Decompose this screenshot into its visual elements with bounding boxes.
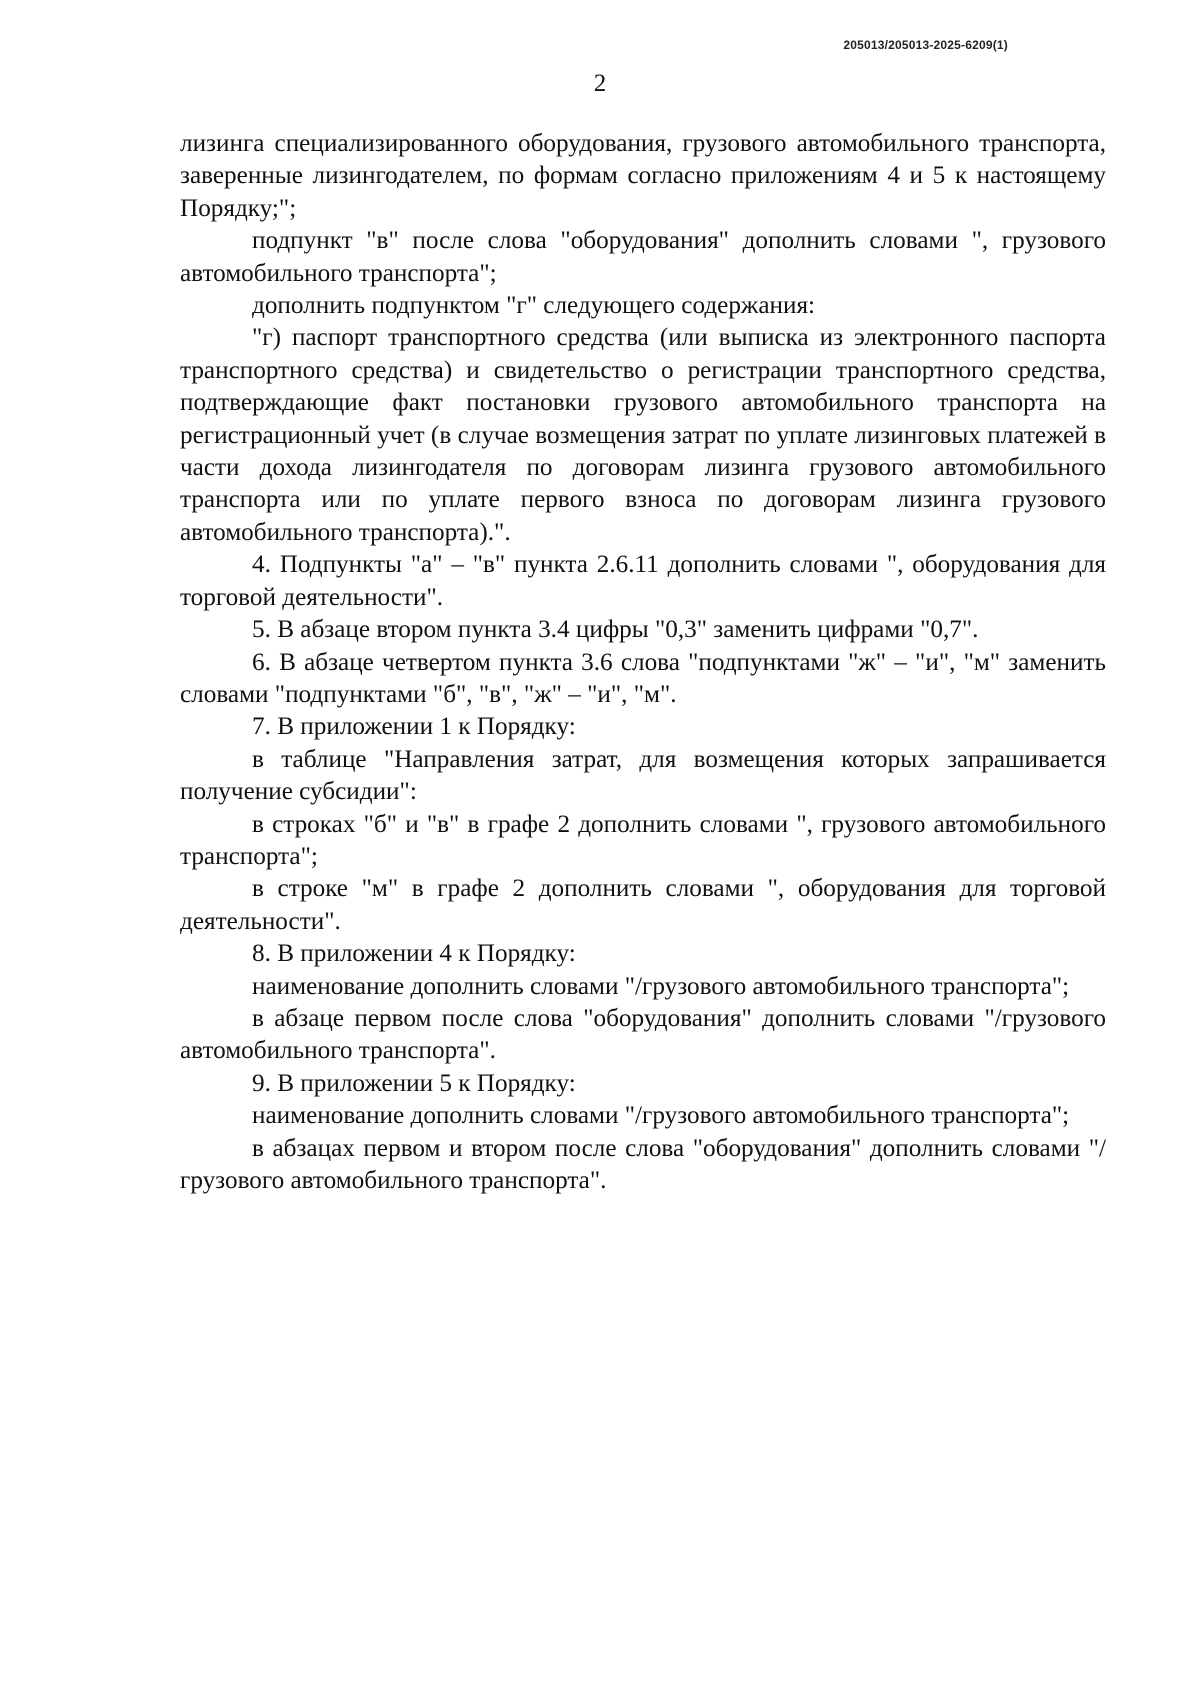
paragraph-16: наименование дополнить словами "/грузового автомобильного транспорта"; (252, 1102, 1070, 1130)
paragraph-7: 6. В абзаце четвертом пункта 3.6 слова "подпунктами "ж" – "и", "м" заменить словами "подпунктами "б", "в", "ж" – "и", "м". (180, 648, 1106, 708)
document-id: 205013/205013-2025-6209(1) (843, 38, 1008, 52)
paragraph-13: наименование дополнить словами "/грузового автомобильного транспорта"; (252, 972, 1070, 1000)
paragraph-12: 8. В приложении 4 к Порядку: (252, 940, 576, 968)
paragraph-10: в строках "б" и "в" в графе 2 дополнить словами ", грузового автомобильного транспорта"; (180, 810, 1106, 870)
paragraph-17: в абзацах первом и втором после слова "оборудования" дополнить словами "/грузового автомобильного транспорта". (180, 1134, 1106, 1194)
paragraph-2: подпункт "в" после слова "оборудования" дополнить словами ", грузового автомобильного транспорта"; (180, 227, 1106, 287)
paragraph-14: в абзаце первом после слова "оборудования" дополнить словами "/грузового автомобильного транспорта". (180, 1004, 1106, 1065)
paragraph-1: лизинга специализированного оборудования, грузового автомобильного транспорта, заверенные лизингодателем, по формам согласно приложениям 4 и 5 к настоящему Порядку;"; (180, 130, 1106, 222)
paragraph-9: в таблице "Направления затрат, для возмещения которых запрашивается получение субсидии": (180, 745, 1106, 806)
paragraph-15: 9. В приложении 5 к Порядку: (252, 1069, 576, 1097)
page-number: 2 (593, 70, 607, 97)
document-body (180, 128, 1106, 1197)
paragraph-3: дополнить подпунктом "г" следующего содержания: (252, 292, 816, 320)
paragraph-5: 4. Подпункты "а" – "в" пункта 2.6.11 дополнить словами ", оборудования для торговой деятельности". (180, 551, 1106, 611)
paragraph-11: в строке "м" в графе 2 дополнить словами ", оборудования для торговой деятельности". (180, 875, 1106, 935)
paragraph-8: 7. В приложении 1 к Порядку: (252, 713, 576, 741)
paragraph-4: "г) паспорт транспортного средства (или выписка из электронного паспорта транспортного средства) и свидетельство о регистрации транспортного средства, подтверждающие факт постановки грузового автомобильного транспорта на регистрационный учет (в случае возмещения затрат по уплате лизинговых платежей в части дохода лизингодателя по договорам лизинга грузового автомобильного транспорта или по уплате первого взноса по договорам лизинга грузового автомобильного транспорта).". (180, 324, 1106, 546)
paragraph-6: 5. В абзаце втором пункта 3.4 цифры "0,3" заменить цифрами "0,7". (252, 616, 979, 644)
